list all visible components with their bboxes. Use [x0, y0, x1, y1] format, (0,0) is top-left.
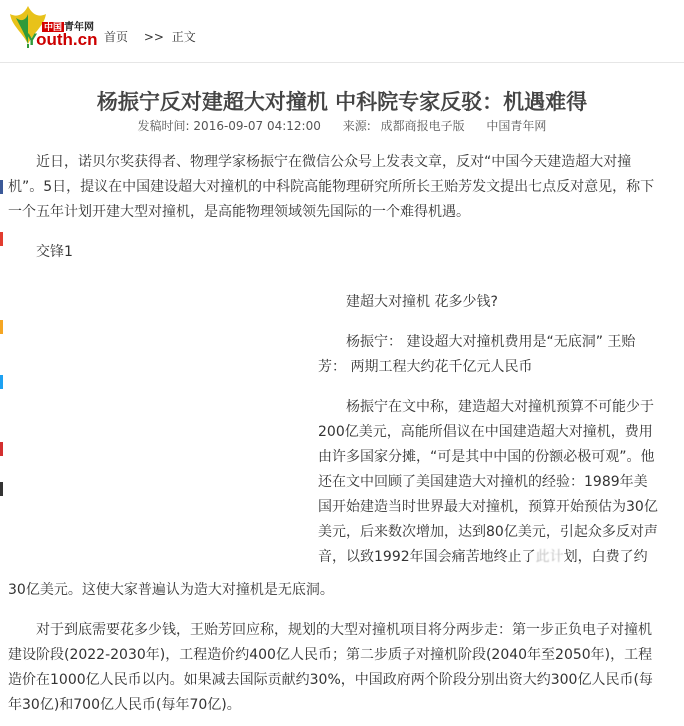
breadcrumb-home-link[interactable]: 首页	[104, 30, 129, 44]
meta-source: 来源: 成都商报电子版	[342, 119, 465, 133]
share-tencent-icon[interactable]	[0, 442, 3, 456]
share-weibo-icon[interactable]	[0, 232, 3, 246]
paragraph-yang-argument: 杨振宁在文中称，建造超大对撞机预算不可能少于200亿美元，高能所倡议在中国建造超大对撞机，费用由许多国家分摊，“可是其中中国的份额必极可观”。他还在文中回顾了美国建造大对撞机的经验：1989年美国开始建造当时世界最大对撞机，预算开始预估为30亿美元，后来数次增加，达到80亿美元，引起众多反对声音，以致1992年国会痛苦地终止了此计划，白费了约	[318, 399, 658, 565]
meta-site: 中国青年网	[486, 119, 547, 133]
paragraph-wang-response: 对于到底需要花多少钱，王贻芳回应称，规划的大型对撞机项目将分两步走：第一步正负电子对撞机建设阶段(2022-2030年)，工程造价约400亿人民币；第二步质子对撞机阶段(2040年至2050年)，工程造价在1000亿人民币以内。如果减去国际贡献约30%，中国政府两个阶段分别出资大约300亿人民币(每年30亿)和700亿人民币(每年70亿)。	[8, 622, 653, 713]
meta-time: 发稿时间: 2016-09-07 04:12:00	[137, 119, 321, 133]
site-header	[0, 0, 684, 62]
logo-domain-text: Youth.cn	[26, 30, 98, 49]
article-title: 杨振宁反对建超大对撞机 中科院专家反驳：机遇难得	[96, 90, 588, 115]
site-logo[interactable]	[8, 4, 104, 52]
quote-heading: 建超大对撞机 花多少钱?	[346, 294, 498, 310]
section-heading: 交锋1	[36, 244, 73, 260]
article-body	[8, 150, 664, 265]
logo-brand-text: 中国 青年网	[44, 22, 95, 33]
quote-summary: 杨振宁： 建设超大对撞机费用是“无底洞” 王贻芳： 两期工程大约花千亿元人民币	[318, 334, 636, 375]
paragraph-intro: 近日，诺贝尔奖获得者、物理学家杨振宁在微信公众号上发表文章，反对“中国今天建造超大对撞机”。5日，提议在中国建设超大对撞机的中科院高能物理研究所所长王贻芳发文提出七点反对意见，称下一个五年计划开建大型对撞机，是高能物理领域领先国际的一个难得机遇。	[8, 154, 655, 220]
breadcrumb-separator: >>	[143, 30, 164, 44]
share-facebook-icon[interactable]	[0, 180, 3, 194]
header-divider	[0, 62, 684, 63]
paragraph-yang-argument-tail: 30亿美元。这使大家普遍认为造大对撞机是无底洞。	[8, 582, 334, 598]
blurred-text: 此计	[535, 549, 564, 565]
share-twitter-icon[interactable]	[0, 375, 3, 389]
breadcrumb-current: 正文	[171, 30, 196, 44]
share-more-icon[interactable]	[0, 482, 3, 496]
share-qzone-icon[interactable]	[0, 320, 3, 334]
article-meta	[0, 117, 684, 134]
breadcrumb	[104, 28, 196, 45]
